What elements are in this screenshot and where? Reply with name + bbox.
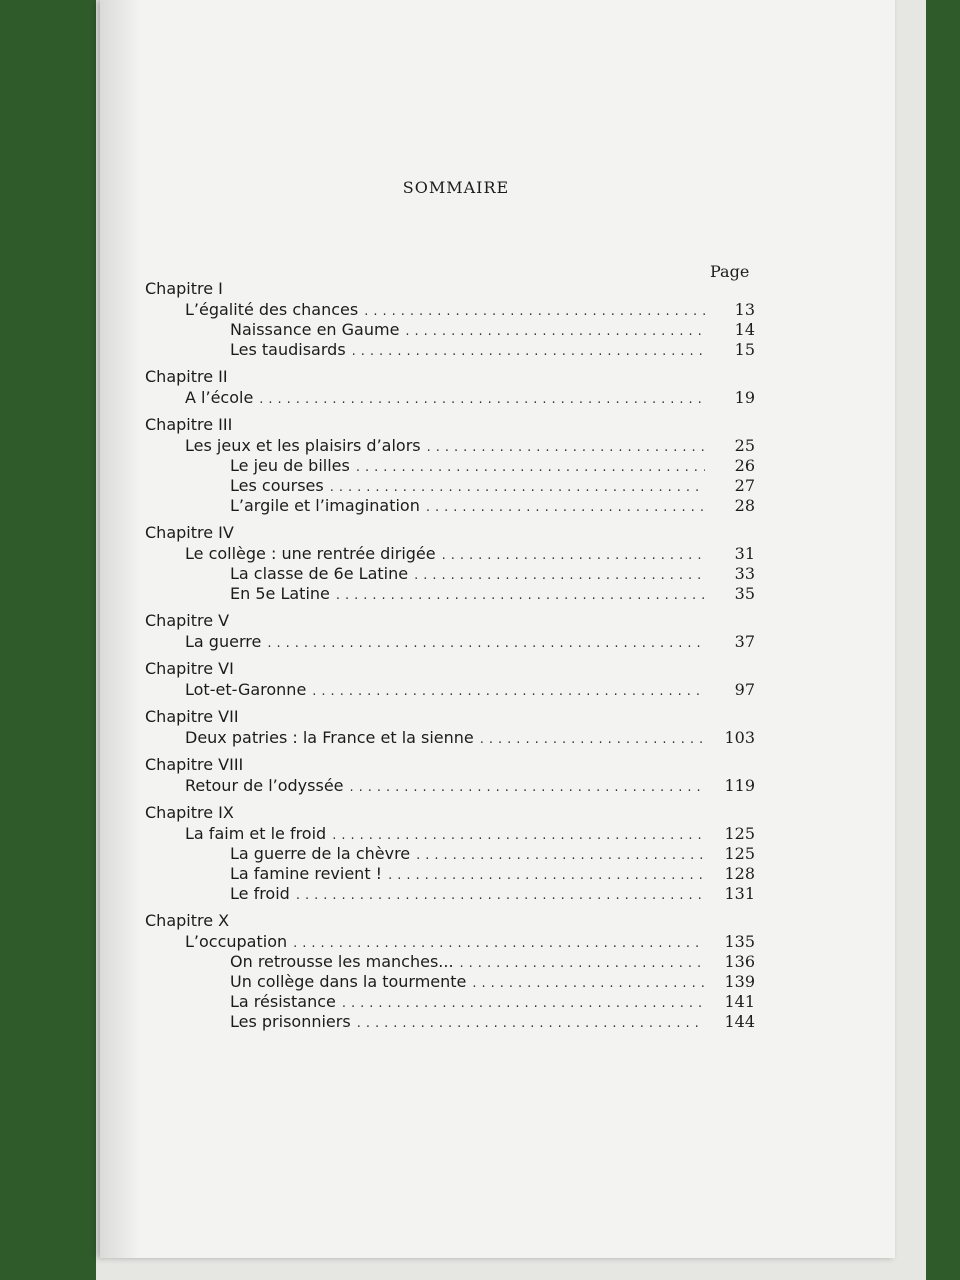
dot-leader bbox=[357, 1014, 705, 1034]
dot-leader bbox=[472, 974, 705, 994]
dot-leader bbox=[414, 566, 705, 586]
toc-entry bbox=[145, 584, 755, 604]
toc-entry-label: Naissance en Gaume bbox=[230, 320, 400, 339]
toc-entry-label: Le jeu de billes bbox=[230, 456, 350, 475]
dot-leader bbox=[416, 846, 705, 866]
chapter-title: Chapitre VIII bbox=[145, 755, 244, 774]
toc-entry bbox=[145, 884, 755, 904]
toc-entry bbox=[145, 564, 755, 584]
dot-leader bbox=[427, 438, 705, 458]
toc-entry-label: La guerre bbox=[185, 632, 262, 651]
toc-entry-page-number: 139 bbox=[724, 972, 755, 991]
chapter-block bbox=[145, 278, 755, 360]
toc-entry-page-number: 144 bbox=[724, 1012, 755, 1031]
dot-leader bbox=[405, 322, 705, 342]
toc-entry-label: Les taudisards bbox=[230, 340, 346, 359]
chapter-block bbox=[145, 366, 755, 408]
dot-leader bbox=[293, 934, 705, 954]
toc-entry-page-number: 97 bbox=[734, 680, 755, 699]
toc-entry-page-number: 128 bbox=[724, 864, 755, 883]
dot-leader bbox=[332, 826, 705, 846]
toc-entry-label: La résistance bbox=[230, 992, 336, 1011]
toc-entry bbox=[145, 824, 755, 844]
dot-leader bbox=[350, 778, 706, 798]
toc-entry-page-number: 135 bbox=[724, 932, 755, 951]
chapter-block bbox=[145, 802, 755, 904]
toc-entry-label: Deux patries : la France et la sienne bbox=[185, 728, 474, 747]
chapter-title: Chapitre VI bbox=[145, 659, 234, 678]
chapter-block bbox=[145, 658, 755, 700]
toc-entry bbox=[145, 680, 755, 700]
toc-entry bbox=[145, 632, 755, 652]
toc-entry bbox=[145, 456, 755, 476]
toc-entry-page-number: 28 bbox=[734, 496, 755, 515]
toc-entry-page-number: 15 bbox=[734, 340, 755, 359]
toc-entry bbox=[145, 728, 755, 748]
chapter-title: Chapitre VII bbox=[145, 707, 239, 726]
toc-entry bbox=[145, 320, 755, 340]
dot-leader bbox=[426, 498, 705, 518]
toc-entry bbox=[145, 544, 755, 564]
toc-entry-page-number: 31 bbox=[734, 544, 755, 563]
toc-entry-page-number: 131 bbox=[724, 884, 755, 903]
toc-entry-label: Le froid bbox=[230, 884, 290, 903]
toc-entry bbox=[145, 340, 755, 360]
dot-leader bbox=[296, 886, 705, 906]
toc-entry bbox=[145, 1012, 755, 1032]
chapter-title: Chapitre IX bbox=[145, 803, 234, 822]
chapter-block bbox=[145, 414, 755, 516]
chapter-block bbox=[145, 522, 755, 604]
toc-entry-label: L’égalité des chances bbox=[185, 300, 359, 319]
chapter-title: Chapitre I bbox=[145, 279, 223, 298]
chapter-title: Chapitre IV bbox=[145, 523, 234, 542]
toc-entry bbox=[145, 844, 755, 864]
toc-entry bbox=[145, 436, 755, 456]
chapter-block bbox=[145, 910, 755, 1032]
chapter-title: Chapitre II bbox=[145, 367, 228, 386]
toc-entry-label: A l’école bbox=[185, 388, 254, 407]
chapter-block bbox=[145, 754, 755, 796]
dot-leader bbox=[352, 342, 705, 362]
toc-entry-label: La classe de 6e Latine bbox=[230, 564, 409, 583]
toc-entry bbox=[145, 992, 755, 1012]
toc-entry-page-number: 141 bbox=[724, 992, 755, 1011]
toc-entry-page-number: 26 bbox=[734, 456, 755, 475]
toc-entry bbox=[145, 496, 755, 516]
toc-entry bbox=[145, 864, 755, 884]
dot-leader bbox=[388, 866, 705, 886]
dot-leader bbox=[336, 586, 705, 606]
chapter-block bbox=[145, 706, 755, 748]
dot-leader bbox=[460, 954, 705, 974]
dot-leader bbox=[312, 682, 705, 702]
dot-leader bbox=[480, 730, 705, 750]
dot-leader bbox=[342, 994, 705, 1014]
toc-entry-page-number: 125 bbox=[724, 844, 755, 863]
toc-entry-label: Un collège dans la tourmente bbox=[230, 972, 467, 991]
toc-entry bbox=[145, 952, 755, 972]
table-of-contents bbox=[145, 278, 755, 1038]
dot-leader bbox=[267, 634, 705, 654]
chapter-title: Chapitre III bbox=[145, 415, 233, 434]
dot-leader bbox=[364, 302, 705, 322]
toc-entry-page-number: 19 bbox=[734, 388, 755, 407]
page-title: SOMMAIRE bbox=[402, 178, 510, 197]
chapter-title: Chapitre X bbox=[145, 911, 230, 930]
toc-entry-label: La guerre de la chèvre bbox=[230, 844, 411, 863]
toc-entry bbox=[145, 776, 755, 796]
toc-entry bbox=[145, 972, 755, 992]
dot-leader bbox=[259, 390, 705, 410]
toc-entry-label: On retrousse les manches... bbox=[230, 952, 454, 971]
chapter-block bbox=[145, 610, 755, 652]
dot-leader bbox=[356, 458, 705, 478]
toc-entry-label: Lot-et-Garonne bbox=[185, 680, 307, 699]
toc-entry-label: Les courses bbox=[230, 476, 324, 495]
toc-entry bbox=[145, 932, 755, 952]
book-page bbox=[100, 0, 895, 1258]
toc-entry bbox=[145, 476, 755, 496]
toc-entry-page-number: 37 bbox=[734, 632, 755, 651]
toc-entry-label: La famine revient ! bbox=[230, 864, 383, 883]
toc-entry-page-number: 14 bbox=[734, 320, 755, 339]
toc-entry bbox=[145, 300, 755, 320]
toc-entry-page-number: 119 bbox=[724, 776, 755, 795]
toc-entry-page-number: 13 bbox=[734, 300, 755, 319]
toc-entry-label: La faim et le froid bbox=[185, 824, 327, 843]
toc-entry-label: Les jeux et les plaisirs d’alors bbox=[185, 436, 421, 455]
toc-entry-label: Les prisonniers bbox=[230, 1012, 351, 1031]
toc-entry-page-number: 33 bbox=[734, 564, 755, 583]
toc-entry-page-number: 25 bbox=[734, 436, 755, 455]
toc-entry-label: En 5e Latine bbox=[230, 584, 330, 603]
dot-leader bbox=[330, 478, 705, 498]
toc-entry-label: L’argile et l’imagination bbox=[230, 496, 420, 515]
toc-entry-page-number: 125 bbox=[724, 824, 755, 843]
toc-entry-page-number: 136 bbox=[724, 952, 755, 971]
toc-entry-label: Retour de l’odyssée bbox=[185, 776, 344, 795]
toc-entry-page-number: 27 bbox=[734, 476, 755, 495]
toc-entry-page-number: 35 bbox=[734, 584, 755, 603]
toc-entry-label: L’occupation bbox=[185, 932, 288, 951]
chapter-title: Chapitre V bbox=[145, 611, 230, 630]
page-column-label: Page bbox=[710, 262, 750, 281]
dot-leader bbox=[442, 546, 705, 566]
toc-entry bbox=[145, 388, 755, 408]
toc-entry-label: Le collège : une rentrée dirigée bbox=[185, 544, 436, 563]
toc-entry-page-number: 103 bbox=[724, 728, 755, 747]
